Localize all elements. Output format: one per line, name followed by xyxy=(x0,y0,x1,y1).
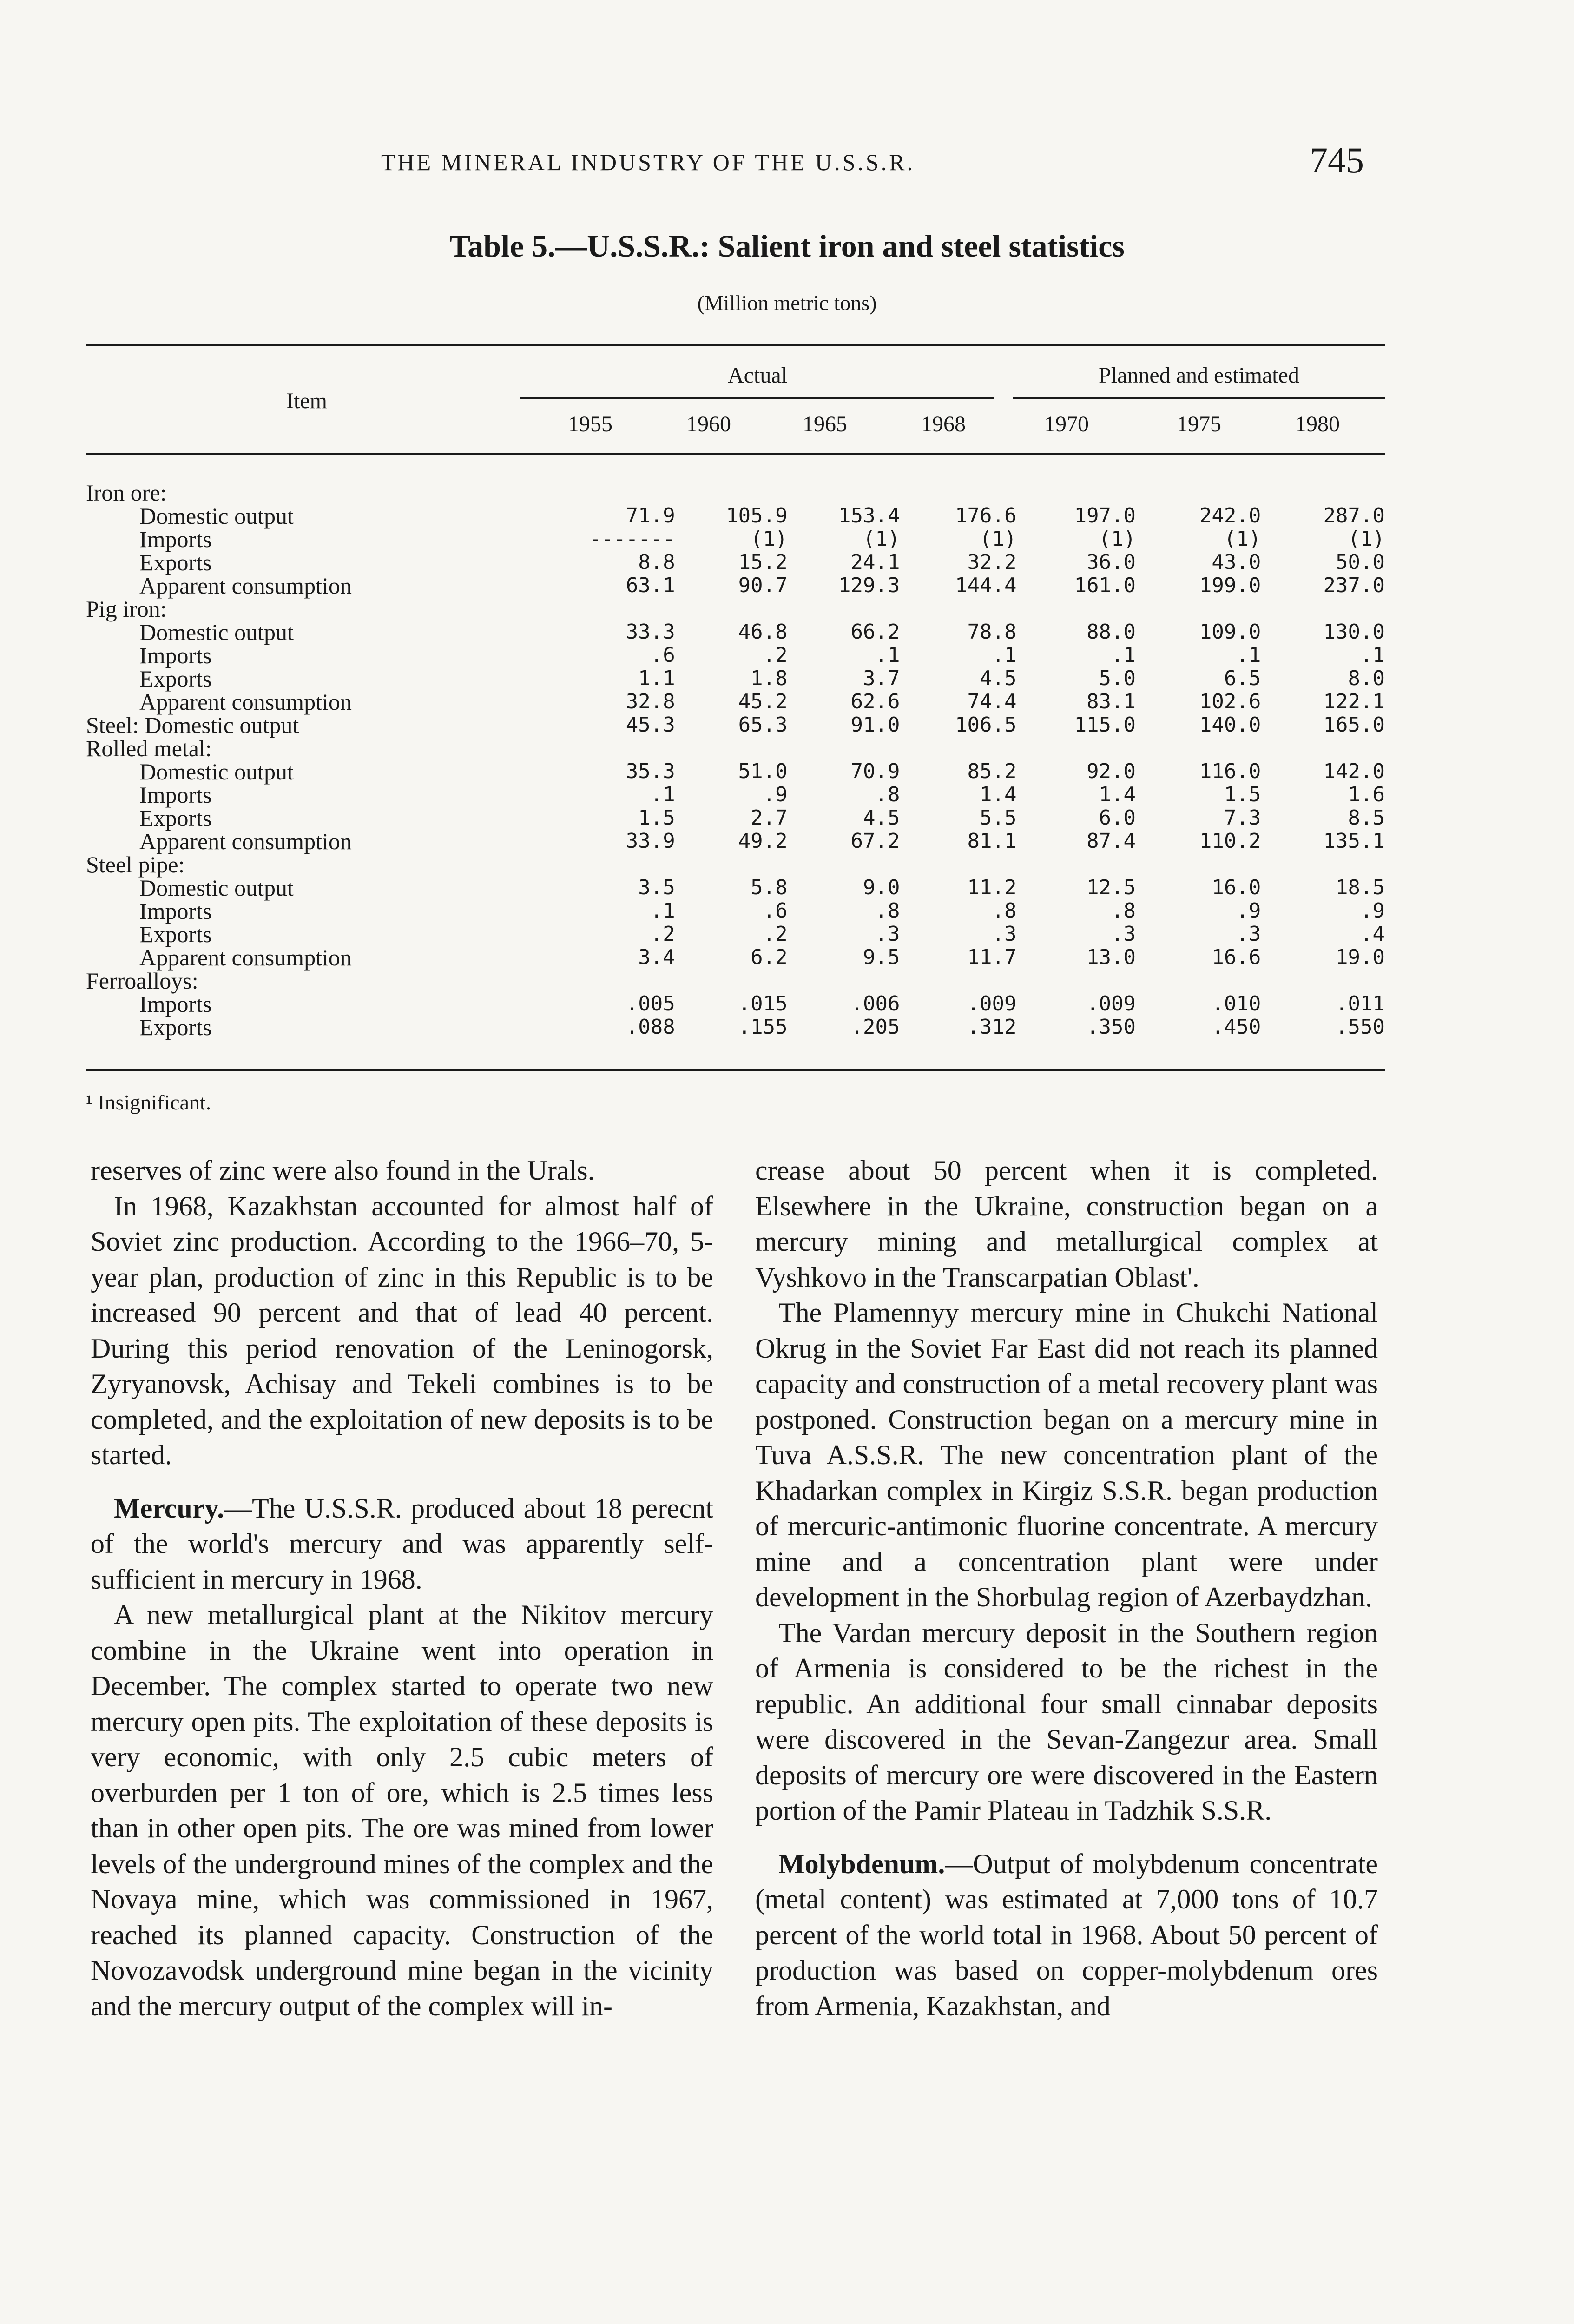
table-cell xyxy=(675,737,788,760)
row-label: Exports xyxy=(139,549,212,575)
table-cell: 106.5 xyxy=(955,713,1017,737)
table-cell: 87.4 xyxy=(1087,829,1136,853)
table-row xyxy=(86,713,1385,737)
row-label: Exports xyxy=(139,666,212,692)
table-bottom-rule xyxy=(86,1069,1385,1071)
table-cell: 65.3 xyxy=(738,713,788,737)
paragraph xyxy=(755,1846,1378,2024)
table-cell: 83.1 xyxy=(1087,690,1136,713)
table-cell: 110.2 xyxy=(1199,829,1261,853)
year-header: 1965 xyxy=(803,412,847,436)
row-label: Steel: Domestic output xyxy=(86,712,299,738)
table-row xyxy=(86,644,1385,667)
row-label: Domestic output xyxy=(139,619,294,645)
table-cell: .3 xyxy=(992,922,1017,946)
table-cell: 153.4 xyxy=(838,504,900,528)
table-cell: 51.0 xyxy=(738,759,788,783)
paragraph: The Vardan mercury deposit in the Southern region of Armenia is considered to be the richest in the republic. An additional four small cinnabar deposits were discovered in the Sevan-Zangezur area. Small deposits of mercury ore were discovered in the Eastern portion of the Pamir Plateau in Tadzhik S.S.R. xyxy=(755,1617,1378,1826)
right-text-column xyxy=(755,1153,1378,2024)
table-cell xyxy=(1017,481,1136,504)
table-cell: 1.4 xyxy=(1099,783,1136,806)
table-cell: .2 xyxy=(650,922,675,946)
table-cell: 3.5 xyxy=(638,876,675,899)
table-cell: .1 xyxy=(650,899,675,923)
table-cell: 5.0 xyxy=(1099,667,1136,690)
item-column-header: Item xyxy=(286,389,327,413)
table-cell: 135.1 xyxy=(1323,829,1385,853)
table-cell: 50.0 xyxy=(1336,550,1385,574)
table-cell: .8 xyxy=(1111,899,1136,923)
table-footnote: ¹ Insignificant. xyxy=(86,1090,211,1114)
row-label: Imports xyxy=(139,898,212,924)
table-cell: 45.2 xyxy=(738,690,788,713)
table-cell: 140.0 xyxy=(1199,713,1261,737)
table-cell: .005 xyxy=(626,992,675,1016)
table-cell xyxy=(900,853,1017,876)
table-cell: .011 xyxy=(1336,992,1385,1016)
table-cell xyxy=(788,853,900,876)
table-cell: .6 xyxy=(763,899,788,923)
paragraph xyxy=(91,1491,713,1598)
table-cell xyxy=(900,737,1017,760)
table-cell: 12.5 xyxy=(1087,876,1136,899)
table-cell: 4.5 xyxy=(863,806,900,830)
paragraph: The Plamennyy mercury mine in Chukchi National Okrug in the Soviet Far East did not reach its planned capacity and construction of a metal recovery plant was postponed. Construction began on a mercury mine in Tuva A.S.S.R. The new concentration plant of the Khadarkan complex in Kirgiz S.S.R. began production of mercuric-antimonic fluorine concentrate. A mercury mine and a concentration plant were under development in the Shorbulag region of Azerbaydzhan. xyxy=(755,1297,1378,1612)
table-cell: .3 xyxy=(1236,922,1261,946)
table-row xyxy=(86,597,1385,621)
row-label: Domestic output xyxy=(139,759,294,785)
table-cell: 11.2 xyxy=(967,876,1017,899)
table-cell: .155 xyxy=(738,1015,788,1039)
table-cell xyxy=(1136,853,1261,876)
table-cell: 62.6 xyxy=(850,690,900,713)
group-label: Rolled metal: xyxy=(86,735,212,761)
table-cell: 1.4 xyxy=(980,783,1017,806)
table-cell: .4 xyxy=(1360,922,1385,946)
table-cell xyxy=(788,597,900,621)
table-cell xyxy=(555,969,675,992)
table-cell: 242.0 xyxy=(1199,504,1261,528)
year-header: 1975 xyxy=(1177,412,1221,436)
table-cell: 36.0 xyxy=(1087,550,1136,574)
table-row xyxy=(86,899,1385,923)
group-label: Ferroalloys: xyxy=(86,968,198,994)
table-cell: 122.1 xyxy=(1323,690,1385,713)
group-label: Iron ore: xyxy=(86,480,167,506)
table-cell xyxy=(1136,597,1261,621)
table-cell: 109.0 xyxy=(1199,620,1261,644)
table-cell: 1.5 xyxy=(638,806,675,830)
table-cell: 5.5 xyxy=(980,806,1017,830)
table-subtitle: (Million metric tons) xyxy=(697,291,877,315)
table-row xyxy=(86,760,1385,783)
paragraph: A new metallurgical plant at the Nikitov mercury combine in the Ukraine went into operation in December. The complex started to operate two new mercury open pits. The exploitation of these deposits is very economic, with only 2.5 cubic meters of overburden per 1 ton of ore, which is 2.5 times less than in other open pits. The ore was mined from lower levels of the underground mines of the complex and the Novaya mine, which was commissioned in 1967, reached its planned capacity. Construction of the Novozavodsk underground mine began in the vicinity and the mercury output of the complex will in- xyxy=(91,1599,713,2021)
table-row xyxy=(86,690,1385,713)
table-cell: 165.0 xyxy=(1323,713,1385,737)
row-label: Domestic output xyxy=(139,503,294,529)
table-cell: .010 xyxy=(1212,992,1261,1016)
table-cell: 8.5 xyxy=(1348,806,1385,830)
table-cell: 130.0 xyxy=(1323,620,1385,644)
row-label: Imports xyxy=(139,991,212,1017)
table-cell: .450 xyxy=(1212,1015,1261,1039)
table-cell: 142.0 xyxy=(1323,759,1385,783)
table-cell xyxy=(1261,597,1385,621)
table-row xyxy=(86,667,1385,690)
table-cell xyxy=(555,853,675,876)
page-number: 745 xyxy=(1310,140,1364,180)
left-text-column xyxy=(91,1153,713,2024)
table-cell: 9.0 xyxy=(863,876,900,899)
paragraph: reserves of zinc were also found in the Urals. xyxy=(91,1155,595,1186)
table-cell: .3 xyxy=(875,922,900,946)
table-cell xyxy=(1261,853,1385,876)
table-cell: .006 xyxy=(850,992,900,1016)
table-cell: .9 xyxy=(763,783,788,806)
table-cell xyxy=(788,481,900,504)
table-cell: 1.8 xyxy=(751,667,788,690)
table-cell: .550 xyxy=(1336,1015,1385,1039)
table-cell xyxy=(1261,969,1385,992)
table-body xyxy=(86,481,1385,1039)
table-row xyxy=(86,481,1385,504)
table-cell: 3.4 xyxy=(638,945,675,969)
table-cell xyxy=(788,737,900,760)
table-row xyxy=(86,737,1385,760)
table-row xyxy=(86,551,1385,574)
table-cell: 32.2 xyxy=(967,550,1017,574)
table-cell: 237.0 xyxy=(1323,574,1385,597)
table-cell xyxy=(675,969,788,992)
table-cell: .205 xyxy=(850,1015,900,1039)
table-cell: 1.6 xyxy=(1348,783,1385,806)
table-row xyxy=(86,853,1385,876)
table-cell: .088 xyxy=(626,1015,675,1039)
table-cell: .1 xyxy=(992,643,1017,667)
table-cell: 90.7 xyxy=(738,574,788,597)
table-row xyxy=(86,574,1385,597)
table-cell: 15.2 xyxy=(738,550,788,574)
row-label: Imports xyxy=(139,782,212,808)
table-cell xyxy=(900,481,1017,504)
table-cell: (1) xyxy=(1348,527,1385,551)
table-cell: .009 xyxy=(967,992,1017,1016)
table-cell: .1 xyxy=(1360,643,1385,667)
table-row xyxy=(86,504,1385,528)
table-cell xyxy=(1261,737,1385,760)
table-cell: .312 xyxy=(967,1015,1017,1039)
table-cell: .2 xyxy=(763,643,788,667)
table-cell: 115.0 xyxy=(1074,713,1136,737)
table-cell xyxy=(1017,597,1136,621)
table-cell: 6.2 xyxy=(751,945,788,969)
table-cell: .9 xyxy=(1360,899,1385,923)
table-cell: (1) xyxy=(1224,527,1261,551)
table-cell: .1 xyxy=(650,783,675,806)
table-cell: 144.4 xyxy=(955,574,1017,597)
table-cell: .9 xyxy=(1236,899,1261,923)
table-cell: 9.5 xyxy=(863,945,900,969)
iron-steel-table xyxy=(86,481,1385,1039)
table-row xyxy=(86,528,1385,551)
table-cell xyxy=(900,597,1017,621)
table-cell: 67.2 xyxy=(850,829,900,853)
table-cell: 46.8 xyxy=(738,620,788,644)
table-row xyxy=(86,621,1385,644)
table-cell xyxy=(555,597,675,621)
table-cell: .1 xyxy=(875,643,900,667)
table-cell: 105.9 xyxy=(726,504,788,528)
table-cell xyxy=(1017,969,1136,992)
table-cell: 74.4 xyxy=(967,690,1017,713)
table-cell xyxy=(555,737,675,760)
table-cell xyxy=(675,853,788,876)
table-cell: 1.1 xyxy=(638,667,675,690)
table-cell: 176.6 xyxy=(955,504,1017,528)
table-cell: .8 xyxy=(875,783,900,806)
table-cell: 66.2 xyxy=(850,620,900,644)
row-label: Exports xyxy=(139,805,212,831)
table-cell: 32.8 xyxy=(626,690,675,713)
table-cell: 24.1 xyxy=(850,550,900,574)
table-cell: .350 xyxy=(1087,1015,1136,1039)
table-cell: 199.0 xyxy=(1199,574,1261,597)
table-cell: 85.2 xyxy=(967,759,1017,783)
table-cell: .8 xyxy=(875,899,900,923)
table-cell: 8.8 xyxy=(638,550,675,574)
table-cell: 16.6 xyxy=(1212,945,1261,969)
table-cell: (1) xyxy=(1099,527,1136,551)
table-cell xyxy=(675,597,788,621)
paragraph-text: —Output of molybdenum concentrate (metal content) was estimated at 7,000 tons of 10.7 percent of the world total in 1968. About 50 percent of production was based on copper-molybdenum ores from Armenia, Kazakhstan, and xyxy=(755,1848,1378,2021)
table-cell xyxy=(1017,737,1136,760)
table-cell: 35.3 xyxy=(626,759,675,783)
table-cell: 18.5 xyxy=(1336,876,1385,899)
row-label: Imports xyxy=(139,642,212,668)
table-cell: .1 xyxy=(1111,643,1136,667)
table-cell: .3 xyxy=(1111,922,1136,946)
table-cell: 6.0 xyxy=(1099,806,1136,830)
paragraph: crease about 50 percent when it is completed. Elsewhere in the Ukraine, construction began on a mercury mining and metallurgical complex at Vyshkovo in the Transcarpatian Oblast'. xyxy=(755,1155,1378,1293)
table-cell: 197.0 xyxy=(1074,504,1136,528)
table-cell xyxy=(1136,481,1261,504)
year-header: 1980 xyxy=(1295,412,1340,436)
table-row xyxy=(86,1016,1385,1039)
table-cell: 287.0 xyxy=(1323,504,1385,528)
table-cell: .1 xyxy=(1236,643,1261,667)
table-cell: 63.1 xyxy=(626,574,675,597)
table-cell: 4.5 xyxy=(980,667,1017,690)
table-cell: 1.5 xyxy=(1224,783,1261,806)
table-cell xyxy=(1136,969,1261,992)
actual-group-header: Actual xyxy=(728,363,787,388)
table-cell: 8.0 xyxy=(1348,667,1385,690)
table-cell: 13.0 xyxy=(1087,945,1136,969)
table-cell: 92.0 xyxy=(1087,759,1136,783)
table-cell: 78.8 xyxy=(967,620,1017,644)
table-cell: .015 xyxy=(738,992,788,1016)
table-row xyxy=(86,923,1385,946)
row-label: Apparent consumption xyxy=(139,573,352,599)
table-cell xyxy=(1261,481,1385,504)
table-cell: 129.3 xyxy=(838,574,900,597)
table-cell: .2 xyxy=(763,922,788,946)
year-header: 1960 xyxy=(686,412,731,436)
row-label: Exports xyxy=(139,921,212,947)
row-label: Domestic output xyxy=(139,875,294,901)
table-top-rule xyxy=(86,344,1385,346)
planned-group-header: Planned and estimated xyxy=(1099,363,1299,388)
table-cell: 6.5 xyxy=(1224,667,1261,690)
table-cell: 11.7 xyxy=(967,945,1017,969)
table-cell: 33.3 xyxy=(626,620,675,644)
table-cell: 16.0 xyxy=(1212,876,1261,899)
table-cell: 102.6 xyxy=(1199,690,1261,713)
row-label: Imports xyxy=(139,526,212,552)
table-cell: 7.3 xyxy=(1224,806,1261,830)
table-cell: .6 xyxy=(650,643,675,667)
table-cell: 88.0 xyxy=(1087,620,1136,644)
table-cell: .009 xyxy=(1087,992,1136,1016)
group-label: Pig iron: xyxy=(86,596,167,622)
table-row xyxy=(86,946,1385,969)
table-cell: 161.0 xyxy=(1074,574,1136,597)
planned-group-rule xyxy=(1013,397,1385,399)
table-cell xyxy=(1136,737,1261,760)
page-header xyxy=(0,139,1574,191)
table-cell: (1) xyxy=(863,527,900,551)
table-cell: 3.7 xyxy=(863,667,900,690)
table-cell: 2.7 xyxy=(751,806,788,830)
table-cell: ------- xyxy=(589,527,675,551)
table-cell: (1) xyxy=(980,527,1017,551)
table-header-rule xyxy=(86,453,1385,455)
table-cell xyxy=(1017,853,1136,876)
row-label: Exports xyxy=(139,1014,212,1040)
row-label: Apparent consumption xyxy=(139,689,352,715)
table-cell: 49.2 xyxy=(738,829,788,853)
year-header: 1955 xyxy=(568,412,612,436)
section-heading: Mercury. xyxy=(114,1492,224,1524)
table-cell: 5.8 xyxy=(751,876,788,899)
table-cell: 71.9 xyxy=(626,504,675,528)
table-cell xyxy=(900,969,1017,992)
running-title: THE MINERAL INDUSTRY OF THE U.S.S.R. xyxy=(381,149,915,175)
table-cell: 91.0 xyxy=(850,713,900,737)
group-label: Steel pipe: xyxy=(86,852,185,878)
row-label: Apparent consumption xyxy=(139,944,352,971)
table-row xyxy=(86,806,1385,830)
table-cell: 70.9 xyxy=(850,759,900,783)
year-header: 1968 xyxy=(921,412,966,436)
table-cell: 33.9 xyxy=(626,829,675,853)
table-row xyxy=(86,830,1385,853)
table-cell: 116.0 xyxy=(1199,759,1261,783)
table-cell: 43.0 xyxy=(1212,550,1261,574)
table-cell: 81.1 xyxy=(967,829,1017,853)
table-title: Table 5.—U.S.S.R.: Salient iron and steel statistics xyxy=(449,228,1125,264)
paragraph-text: —The U.S.S.R. produced about 18 perecnt of the world's mercury and was apparently self-sufficient in mercury in 1968. xyxy=(91,1492,713,1595)
row-label: Apparent consumption xyxy=(139,828,352,854)
year-header: 1970 xyxy=(1044,412,1089,436)
table-row xyxy=(86,969,1385,992)
actual-group-rule xyxy=(520,397,994,399)
table-cell: 19.0 xyxy=(1336,945,1385,969)
paragraph: In 1968, Kazakhstan accounted for almost half of Soviet zinc production. According to the 1966–70, 5-year plan, production of zinc in this Republic is to be increased 90 percent and that of lead 40 percent. During this period renovation of the Leninogorsk, Zyryanovsk, Achisay and Tekeli combines is to be completed, and the exploitation of new deposits is to be started. xyxy=(91,1190,713,1470)
table-cell: .8 xyxy=(992,899,1017,923)
table-row xyxy=(86,992,1385,1016)
table-cell: 45.3 xyxy=(626,713,675,737)
table-row xyxy=(86,783,1385,806)
table-cell xyxy=(788,969,900,992)
table-cell xyxy=(675,481,788,504)
table-row xyxy=(86,876,1385,899)
table-cell xyxy=(555,481,675,504)
section-heading: Molybdenum. xyxy=(778,1848,945,1879)
table-cell: (1) xyxy=(751,527,788,551)
